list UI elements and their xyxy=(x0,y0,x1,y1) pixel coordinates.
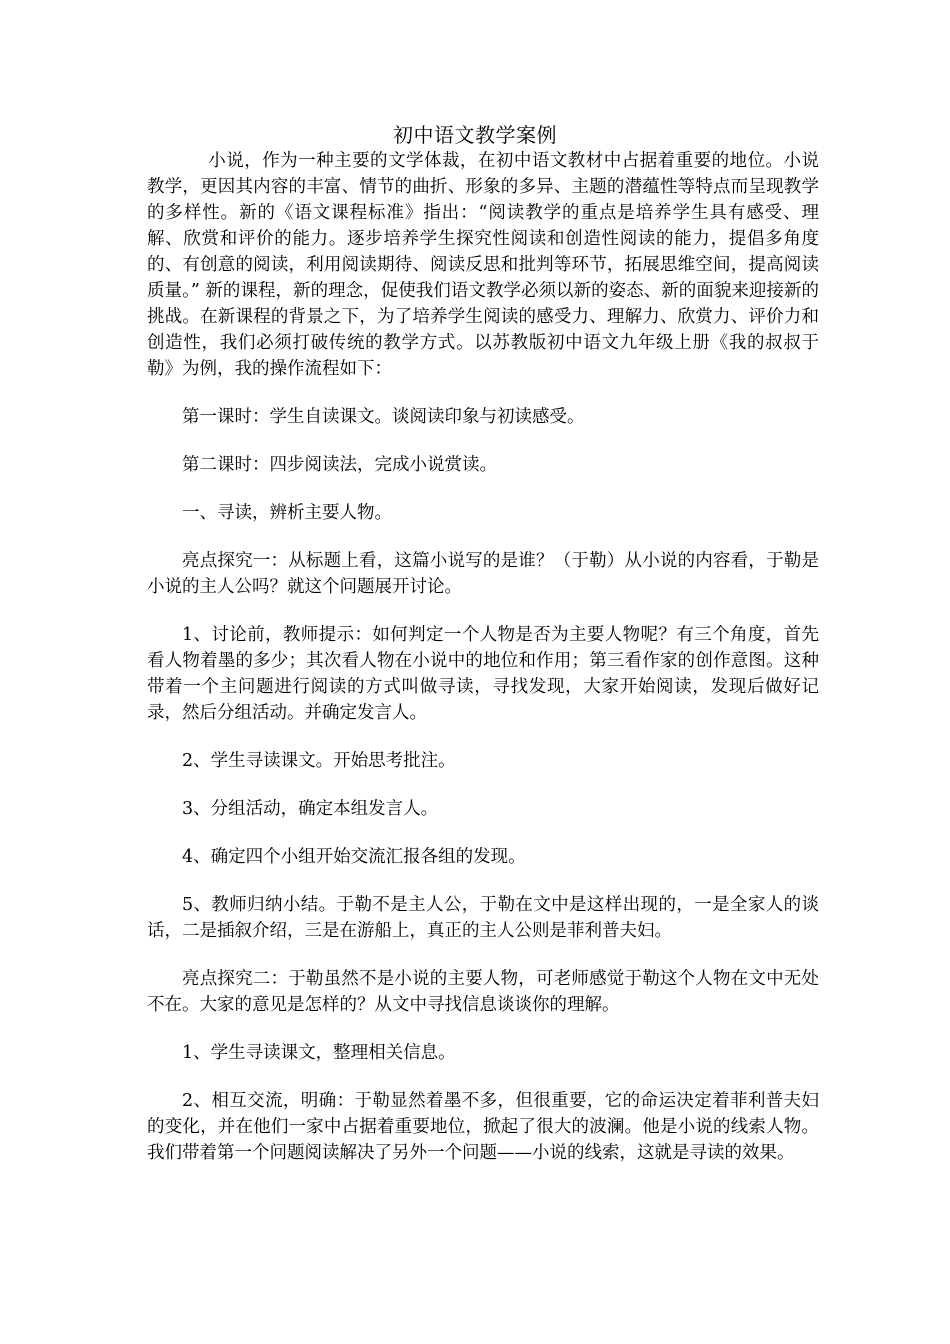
highlight-two-paragraph: 亮点探究二：于勒虽然不是小说的主要人物，可老师感觉于勒这个人物在文中无处不在。大家的意见是怎样的？从文中寻找信息谈谈你的理解。 xyxy=(147,969,819,1015)
section-heading: 一、寻读，辨析主要人物。 xyxy=(182,503,392,523)
step-paragraph: 2、相互交流，明确：于勒显然着墨不多，但很重要，它的命运决定着菲利普夫妇的变化，并在他们一家中占据着重要地位，掀起了很大的波澜。他是小说的线索人物。我们带着第一个问题阅读解决了另外一个问题——小说的线索，这就是寻读的效果。 xyxy=(147,1091,819,1163)
step-paragraph: 1、讨论前，教师提示：如何判定一个人物是否为主要人物呢？有三个角度，首先看人物着墨的多少；其次看人物在小说中的地位和作用；第三看作家的创作意图。这种带着一个主问题进行阅读的方式叫做寻读，寻找发现，大家开始阅读，发现后做好记录，然后分组活动。并确定发言人。 xyxy=(147,625,819,723)
document-body xyxy=(147,148,819,1188)
document-title: 初中语文教学案例 xyxy=(393,123,557,147)
step-paragraph: 1、学生寻读课文，整理相关信息。 xyxy=(182,1043,456,1063)
step-paragraph: 2、学生寻读课文。开始思考批注。 xyxy=(182,751,456,771)
second-lesson-paragraph: 第二课时：四步阅读法，完成小说赏读。 xyxy=(182,455,497,475)
step-paragraph: 3、分组活动，确定本组发言人。 xyxy=(182,799,439,819)
first-lesson-paragraph: 第一课时：学生自读课文。谈阅读印象与初读感受。 xyxy=(182,407,585,427)
highlight-one-paragraph: 亮点探究一：从标题上看，这篇小说写的是谁？（于勒）从小说的内容看，于勒是小说的主人公吗？就这个问题展开讨论。 xyxy=(147,551,819,597)
step-paragraph: 5、教师归纳小结。于勒不是主人公，于勒在文中是这样出现的，一是全家人的谈话，二是插叙介绍，三是在游船上，真正的主人公则是菲利普夫妇。 xyxy=(147,895,819,941)
intro-paragraph: 小说，作为一种主要的文学体裁，在初中语文教材中占据着重要的地位。小说教学，更因其内容的丰富、情节的曲折、形象的多异、主题的潜蕴性等特点而呈现教学的多样性。新的《语文课程标准》指出：“阅读教学的重点是培养学生具有感受、理解、欣赏和评价的能力。逐步培养学生探究性阅读和创造性阅读的能力，提倡多角度的、有创意的阅读，利用阅读期待、阅读反思和批判等环节，拓展思维空间，提高阅读质量。” 新的课程，新的理念，促使我们语文教学必须以新的姿态、新的面貌来迎接新的挑战。在新课程的背景之下，为了培养学生阅读的感受力、理解力、欣赏力、评价力和创造性，我们必须打破传统的教学方式。以苏教版初中语文九年级上册《我的叔叔于勒》为例，我的操作流程如下： xyxy=(147,151,819,379)
step-paragraph: 4、确定四个小组开始交流汇报各组的发现。 xyxy=(182,847,526,867)
